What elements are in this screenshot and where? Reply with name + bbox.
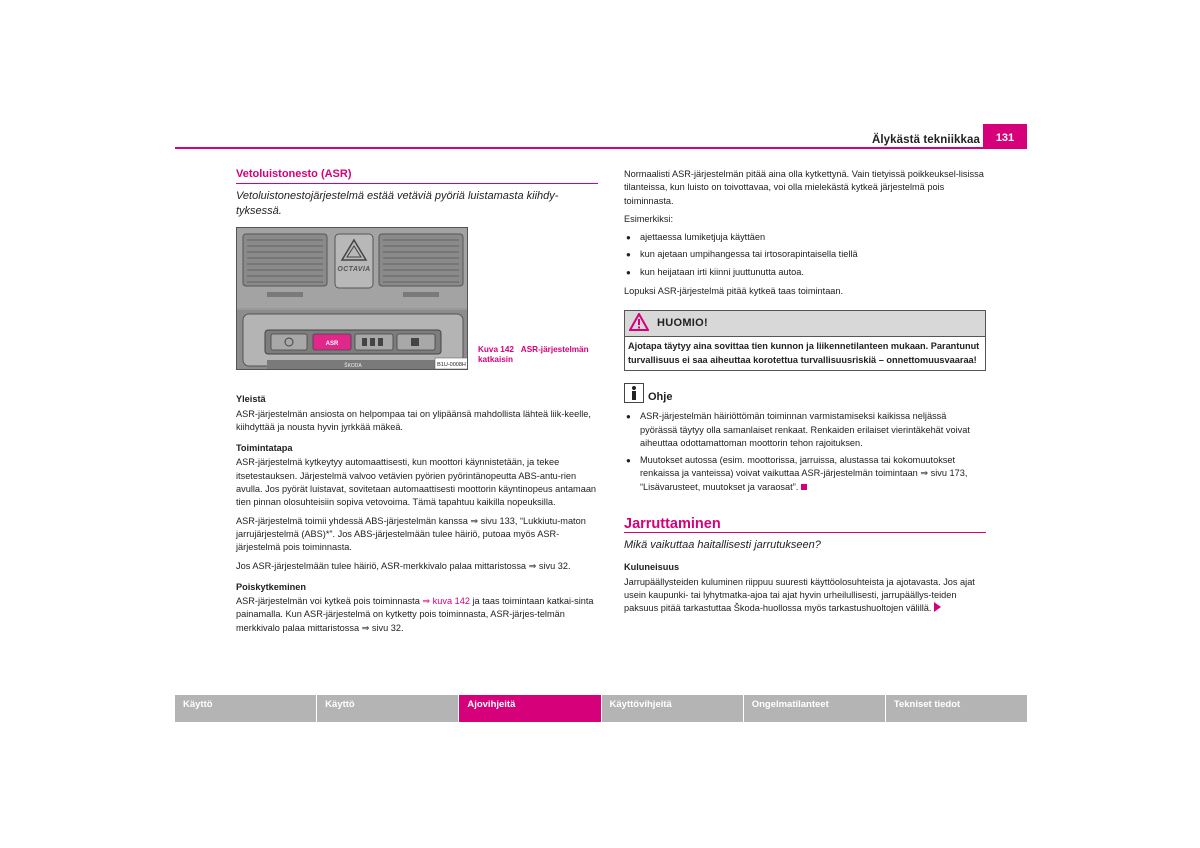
warning-box [624,310,986,371]
poiskytkeminen-text-b: ja taas toimintaan katkai-sinta painamalla. Kun ASR-järjestelmä on kytketty pois toiminnasta, ASR-järjes-telmän merkkivalo palaa mittaristossa ⇒ sivu 32. [236,596,594,633]
paragraph-yleista: ASR-järjestelmän ansiosta on helpompaa tai on ylipäänsä mahdollista lähteä liik-keelle, kiihdyttää ja nousta hyvin jyrkkää mäkeä. [236,408,591,432]
octavia-badge-text: OCTAVIA [337,266,371,274]
page-number: 131 [983,124,1027,149]
paragraph-kuluneisuus [624,576,986,616]
footer-nav [175,695,1027,722]
note-title: Ohje [648,391,673,404]
figure-code: B1U-0008H [437,362,466,369]
asr-button-label: ASR [325,341,339,348]
brand-label: ŠKODA [344,363,362,370]
footer-tab-ajovihjeita[interactable]: Ajovihjeitä [459,695,600,722]
note-body [624,410,986,494]
list-item: ● ASR-järjestelmän häiriöttömän toiminnan varmistamiseksi kaikissa neljässä pyörässä täytyy olla samanlaiset renkaat. Renkaiden erilaiset vierintäkehät voivat aiheuttaa odottamattoman moottorin tehon rajoituksen. [624,410,986,450]
warning-title: HUOMIO! [657,317,708,330]
poiskytkeminen-text-a: ASR-järjestelmän voi kytkeä pois toiminnasta [236,596,423,607]
section-title-jarruttaminen: Jarruttaminen [624,518,986,533]
list-item: ● kun ajetaan umpihangessa tai irtosorapintaisella tiellä [624,248,986,261]
footer-tab-kayttovihjeita[interactable]: Käyttövihjeitä [602,695,743,722]
paragraph-normaalisti: Normaalisti ASR-järjestelmän pitää aina olla kytkettynä. Vain tietyissä poikkeuksel-lisissa tilanteissa, kun luisto on toivottavaa, voi olla mielekästä kytkeä järjestelmä pois toiminnasta. [624,169,984,206]
kuluneisuus-text: Jarrupäällysteiden kuluminen riippuu suuresti käyttöolosuhteista ja ajotavasta. Jos ajat usein kaupunki- tai lyhytmatka-ajoa tai ajat hyvin urheilullisesti, jarrupäällys-teiden paksuus pitää tarkastuttaa Škoda-huollossa myös tarkastushuoltojen välillä. [624,576,975,614]
right-column [624,168,986,621]
subheading-kuluneisuus: Kuluneisuus [624,562,680,573]
note-item-text: Muutokset autossa (esim. moottorissa, jarruissa, alustassa tai kokomuutokset renkaissa ja vanteissa) voivat vaikuttaa ASR-järjestelmän toimintaan ⇒ sivu 173, “Lisävarusteet, muutokset ja varaosat”. [640,455,968,492]
continue-arrow-icon[interactable] [934,602,941,612]
paragraph-toimintatapa-3: Jos ASR-järjestelmään tulee häiriö, ASR-merkkivalo palaa mittaristossa ⇒ sivu 32. [236,560,571,571]
header-rule [175,147,1027,149]
subheading-yleista: Yleistä [236,394,266,405]
section-title-asr: Vetoluistonesto (ASR) [236,168,598,184]
paragraph-toimintatapa-2: ASR-järjestelmä toimii yhdessä ABS-järjestelmän kanssa ⇒ sivu 133, “Lukkiutu-maton jarrujärjestelmä (ABS)*”. Jos ABS-järjestelmään tulee häiriö, putoaa myös ASR-järjestelmä pois toiminnasta. [236,515,586,553]
list-item: ● ajettaessa lumiketjuja käyttäen [624,231,986,244]
running-header-title: Älykästä tekniikkaa [871,134,980,146]
left-column [236,168,598,640]
warning-header [625,311,985,337]
footer-tab-kaytto-1[interactable]: Käyttö [175,695,316,722]
paragraph-poiskytkeminen [236,595,598,635]
figure-caption [478,345,608,365]
paragraph-lopuksi: Lopuksi ASR-järjestelmä pitää kytkeä taas toimintaan. [624,286,844,297]
list-item [624,454,986,494]
dashboard-illustration [236,227,468,370]
subheading-toimintatapa: Toimintatapa [236,443,293,454]
section-lead-asr: Vetoluistonestojärjestelmä estää vetäviä pyöriä luistamasta kiihdy-tyksessä. [236,190,559,218]
figure-142 [236,227,598,375]
paragraph-toimintatapa-1: ASR-järjestelmä kytkeytyy automaattisesti, kun moottori käynnistetään, ja tekee itsetestauksen. Järjestelmä valvoo vetävien pyörien pyörintänopeutta ABS-antu-rien avulla. Jos pyörät luistavat, sovitetaan automaattisesti moottorin käyntinopeus antamaan tien pinnan olosuhteisiin sopiva vetovoima. Tämä tapahtuu kaikilla nopeuksilla. [236,457,597,508]
footer-tab-kaytto-2[interactable]: Käyttö [317,695,458,722]
paragraph-esimerkiksi: Esimerkiksi: [624,213,674,224]
figure-142-link[interactable]: ⇒ kuva 142 [422,596,470,607]
section-lead-jarruttaminen: Mikä vaikuttaa haitallisesti jarrutukseen? [624,539,821,552]
example-list [624,231,986,279]
warning-triangle-icon [629,313,649,335]
subheading-poiskytkeminen: Poiskytkeminen [236,581,306,592]
end-square-icon [801,484,807,490]
warning-text: Ajotapa täytyy aina sovittaa tien kunnon ja liikennetilanteen mukaan. Parantunut turvallisuus ei saa aiheuttaa korotettua turvallisuusriskiä – onnettomuusvaaraa! [628,341,980,365]
caption-number: Kuva 142 [478,345,514,355]
footer-tab-tekniset-tiedot[interactable]: Tekniset tiedot [886,695,1027,722]
note-header [624,383,986,407]
info-icon [624,383,644,407]
footer-tab-ongelmatilanteet[interactable]: Ongelmatilanteet [744,695,885,722]
caption-text: ASR-järjestelmän katkaisin [478,345,589,365]
list-item: ● kun heijataan irti kiinni juuttunutta autoa. [624,266,986,279]
